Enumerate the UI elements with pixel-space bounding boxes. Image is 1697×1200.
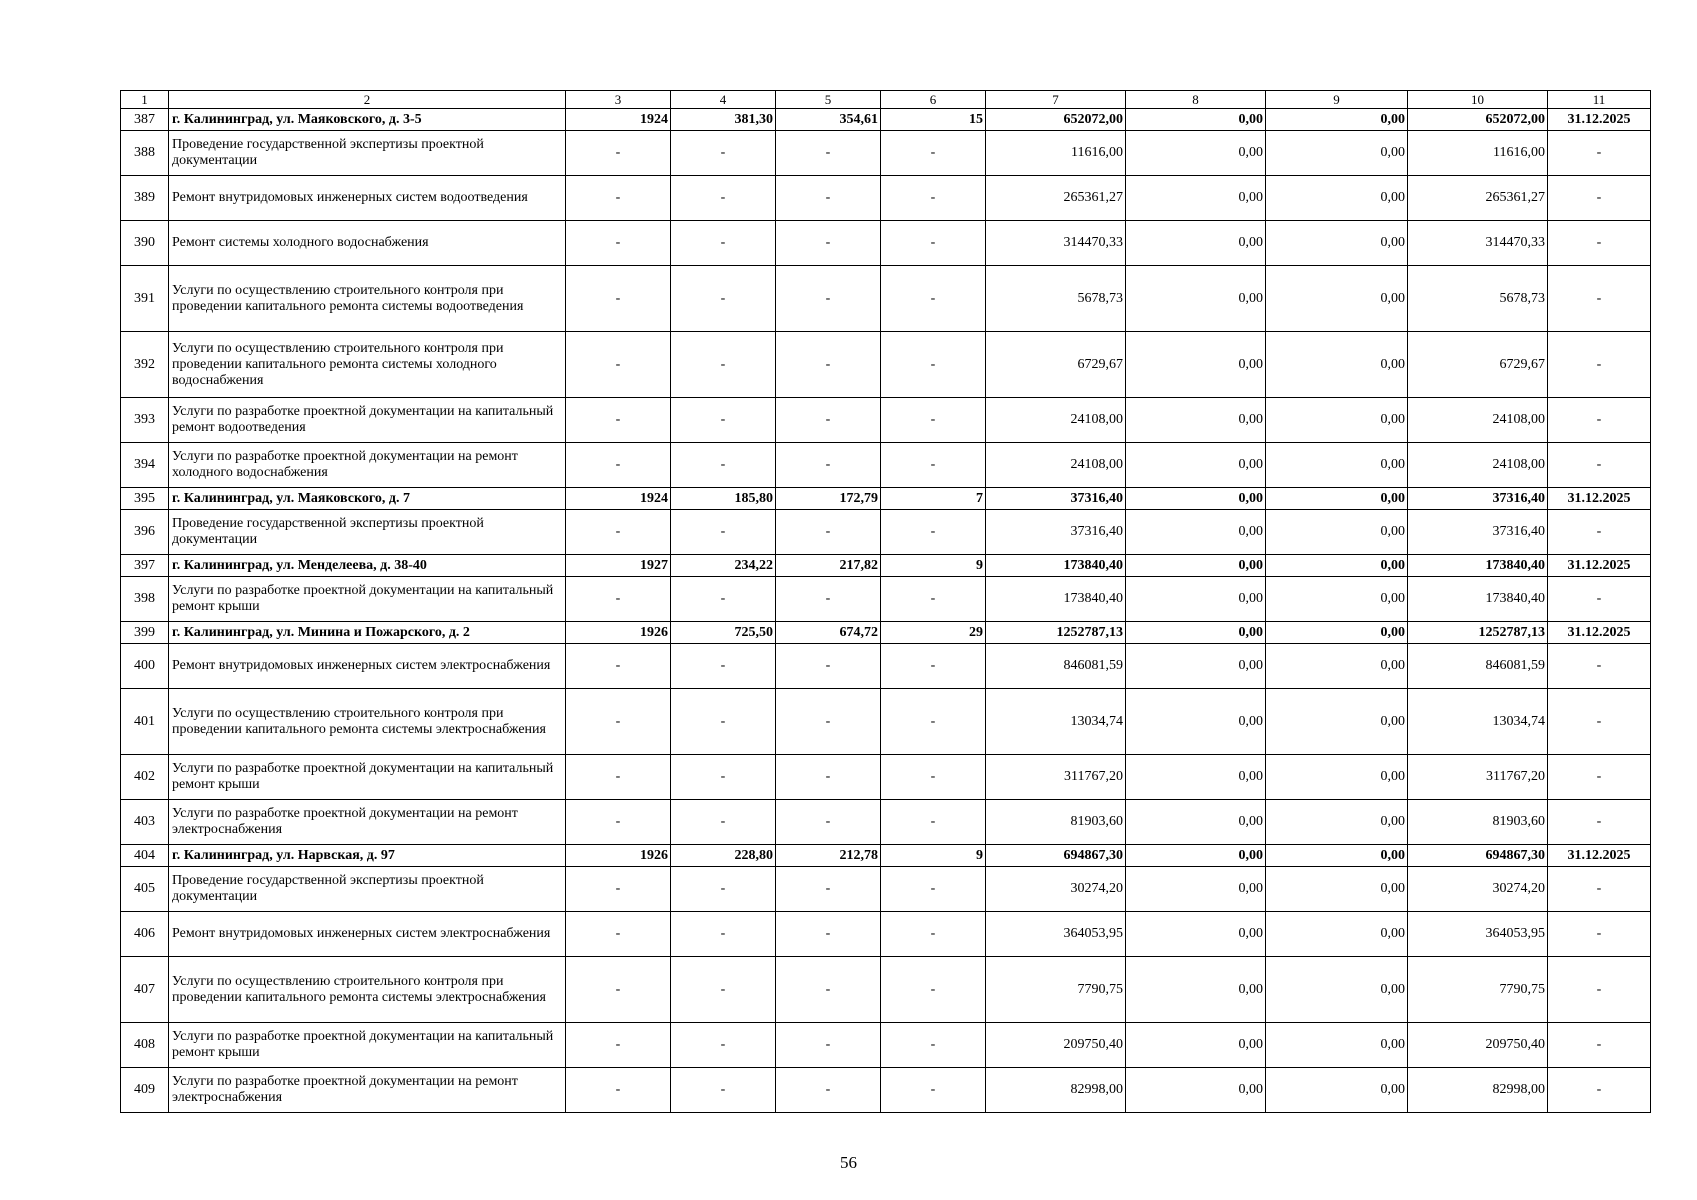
row-description: Ремонт системы холодного водоснабжения — [169, 221, 566, 266]
cell-col5: - — [776, 644, 881, 689]
cell-col11: 31.12.2025 — [1548, 109, 1651, 131]
row-description: Услуги по разработке проектной документации на капитальный ремонт крыши — [169, 577, 566, 622]
cell-col7: 37316,40 — [986, 488, 1126, 510]
cell-col7: 24108,00 — [986, 398, 1126, 443]
cell-col6: 9 — [881, 555, 986, 577]
table-row — [121, 800, 1651, 845]
cell-col7: 1252787,13 — [986, 622, 1126, 644]
cell-col6: - — [881, 800, 986, 845]
cell-col10: 652072,00 — [1408, 109, 1548, 131]
cell-col4: - — [671, 443, 776, 488]
cell-col9: 0,00 — [1266, 755, 1408, 800]
table-row — [121, 644, 1651, 689]
cell-col3: - — [566, 176, 671, 221]
row-number: 399 — [121, 622, 169, 644]
cell-col5: - — [776, 510, 881, 555]
cell-col9: 0,00 — [1266, 689, 1408, 755]
cell-col8: 0,00 — [1126, 845, 1266, 867]
table-row — [121, 221, 1651, 266]
cell-col7: 81903,60 — [986, 800, 1126, 845]
cell-col3: - — [566, 957, 671, 1023]
cell-col11: - — [1548, 644, 1651, 689]
cell-col9: 0,00 — [1266, 845, 1408, 867]
cell-col5: - — [776, 912, 881, 957]
cell-col10: 265361,27 — [1408, 176, 1548, 221]
cell-col4: - — [671, 131, 776, 176]
cell-col4: - — [671, 398, 776, 443]
cell-col6: - — [881, 398, 986, 443]
cell-col3: - — [566, 755, 671, 800]
cell-col10: 846081,59 — [1408, 644, 1548, 689]
address-row — [121, 488, 1651, 510]
cell-col11: - — [1548, 221, 1651, 266]
table-row — [121, 266, 1651, 332]
cell-col4: - — [671, 867, 776, 912]
row-number: 387 — [121, 109, 169, 131]
cell-col9: 0,00 — [1266, 1068, 1408, 1113]
table-row — [121, 689, 1651, 755]
row-number: 407 — [121, 957, 169, 1023]
row-description: Проведение государственной экспертизы проектной документации — [169, 131, 566, 176]
row-number: 408 — [121, 1023, 169, 1068]
cell-col9: 0,00 — [1266, 510, 1408, 555]
cell-col4: 228,80 — [671, 845, 776, 867]
cell-col9: 0,00 — [1266, 577, 1408, 622]
cell-col10: 13034,74 — [1408, 689, 1548, 755]
cell-col3: 1927 — [566, 555, 671, 577]
row-number: 409 — [121, 1068, 169, 1113]
cell-col6: 9 — [881, 845, 986, 867]
cell-col7: 24108,00 — [986, 443, 1126, 488]
cell-col9: 0,00 — [1266, 644, 1408, 689]
cell-col3: - — [566, 689, 671, 755]
cell-col8: 0,00 — [1126, 577, 1266, 622]
cell-col6: - — [881, 689, 986, 755]
cell-col3: - — [566, 800, 671, 845]
row-description: г. Калининград, ул. Маяковского, д. 7 — [169, 488, 566, 510]
cell-col7: 173840,40 — [986, 555, 1126, 577]
cell-col4: - — [671, 800, 776, 845]
column-header: 2 — [169, 91, 566, 109]
cell-col6: - — [881, 443, 986, 488]
cell-col3: - — [566, 221, 671, 266]
row-description: г. Калининград, ул. Минина и Пожарского, д. 2 — [169, 622, 566, 644]
cell-col8: 0,00 — [1126, 109, 1266, 131]
cell-col4: 725,50 — [671, 622, 776, 644]
row-number: 400 — [121, 644, 169, 689]
column-header: 11 — [1548, 91, 1651, 109]
row-description: г. Калининград, ул. Менделеева, д. 38-40 — [169, 555, 566, 577]
cell-col11: - — [1548, 800, 1651, 845]
cell-col8: 0,00 — [1126, 398, 1266, 443]
row-number: 396 — [121, 510, 169, 555]
address-row — [121, 622, 1651, 644]
cell-col3: - — [566, 332, 671, 398]
column-header: 10 — [1408, 91, 1548, 109]
cell-col5: - — [776, 221, 881, 266]
cell-col10: 82998,00 — [1408, 1068, 1548, 1113]
cell-col8: 0,00 — [1126, 221, 1266, 266]
cell-col3: - — [566, 443, 671, 488]
cell-col6: - — [881, 266, 986, 332]
cell-col3: - — [566, 266, 671, 332]
row-description: Проведение государственной экспертизы проектной документации — [169, 510, 566, 555]
cell-col4: - — [671, 577, 776, 622]
table-body — [121, 109, 1651, 1113]
cell-col7: 311767,20 — [986, 755, 1126, 800]
cell-col3: - — [566, 577, 671, 622]
cell-col5: - — [776, 398, 881, 443]
table-row — [121, 1023, 1651, 1068]
cell-col6: - — [881, 1023, 986, 1068]
cell-col10: 364053,95 — [1408, 912, 1548, 957]
cell-col10: 5678,73 — [1408, 266, 1548, 332]
cell-col3: - — [566, 1068, 671, 1113]
cell-col6: - — [881, 644, 986, 689]
cell-col7: 846081,59 — [986, 644, 1126, 689]
table-row — [121, 131, 1651, 176]
cell-col4: - — [671, 1068, 776, 1113]
cell-col3: 1926 — [566, 845, 671, 867]
cell-col8: 0,00 — [1126, 957, 1266, 1023]
cell-col5: 354,61 — [776, 109, 881, 131]
cell-col9: 0,00 — [1266, 443, 1408, 488]
cell-col5: 212,78 — [776, 845, 881, 867]
cell-col3: - — [566, 1023, 671, 1068]
cell-col8: 0,00 — [1126, 176, 1266, 221]
cell-col3: - — [566, 398, 671, 443]
table-row — [121, 577, 1651, 622]
row-number: 389 — [121, 176, 169, 221]
cell-col5: - — [776, 867, 881, 912]
cell-col9: 0,00 — [1266, 800, 1408, 845]
column-header: 4 — [671, 91, 776, 109]
cell-col3: - — [566, 644, 671, 689]
table-row — [121, 755, 1651, 800]
cell-col4: - — [671, 221, 776, 266]
address-row — [121, 845, 1651, 867]
cell-col10: 1252787,13 — [1408, 622, 1548, 644]
cell-col5: - — [776, 443, 881, 488]
row-number: 391 — [121, 266, 169, 332]
cell-col7: 5678,73 — [986, 266, 1126, 332]
cell-col4: - — [671, 266, 776, 332]
cell-col10: 173840,40 — [1408, 555, 1548, 577]
cell-col8: 0,00 — [1126, 755, 1266, 800]
cell-col5: - — [776, 266, 881, 332]
cell-col7: 173840,40 — [986, 577, 1126, 622]
cell-col10: 24108,00 — [1408, 398, 1548, 443]
table-row — [121, 443, 1651, 488]
cell-col4: - — [671, 912, 776, 957]
cell-col8: 0,00 — [1126, 131, 1266, 176]
table-row — [121, 332, 1651, 398]
cell-col8: 0,00 — [1126, 1068, 1266, 1113]
cell-col10: 209750,40 — [1408, 1023, 1548, 1068]
cell-col8: 0,00 — [1126, 867, 1266, 912]
cell-col4: 234,22 — [671, 555, 776, 577]
cell-col11: - — [1548, 176, 1651, 221]
row-description: Услуги по осуществлению строительного контроля при проведении капитального ремонта системы электроснабжения — [169, 689, 566, 755]
cell-col10: 694867,30 — [1408, 845, 1548, 867]
row-description: Ремонт внутридомовых инженерных систем электроснабжения — [169, 912, 566, 957]
cell-col6: - — [881, 1068, 986, 1113]
row-number: 406 — [121, 912, 169, 957]
cell-col11: - — [1548, 577, 1651, 622]
cell-col11: - — [1548, 755, 1651, 800]
cell-col7: 652072,00 — [986, 109, 1126, 131]
cell-col9: 0,00 — [1266, 221, 1408, 266]
cell-col7: 13034,74 — [986, 689, 1126, 755]
cell-col9: 0,00 — [1266, 867, 1408, 912]
cell-col8: 0,00 — [1126, 443, 1266, 488]
cell-col10: 11616,00 — [1408, 131, 1548, 176]
table-row — [121, 957, 1651, 1023]
cell-col9: 0,00 — [1266, 266, 1408, 332]
cell-col7: 265361,27 — [986, 176, 1126, 221]
row-description: Ремонт внутридомовых инженерных систем электроснабжения — [169, 644, 566, 689]
row-number: 393 — [121, 398, 169, 443]
cell-col8: 0,00 — [1126, 800, 1266, 845]
cell-col9: 0,00 — [1266, 912, 1408, 957]
cell-col3: - — [566, 510, 671, 555]
cell-col5: - — [776, 800, 881, 845]
row-number: 397 — [121, 555, 169, 577]
row-number: 395 — [121, 488, 169, 510]
cell-col11: - — [1548, 867, 1651, 912]
cell-col3: - — [566, 867, 671, 912]
cell-col7: 364053,95 — [986, 912, 1126, 957]
cell-col10: 311767,20 — [1408, 755, 1548, 800]
page-number: 56 — [840, 1153, 857, 1172]
row-number: 388 — [121, 131, 169, 176]
cell-col10: 37316,40 — [1408, 488, 1548, 510]
row-description: г. Калининград, ул. Нарвская, д. 97 — [169, 845, 566, 867]
column-header: 6 — [881, 91, 986, 109]
cell-col6: - — [881, 176, 986, 221]
cell-col8: 0,00 — [1126, 689, 1266, 755]
row-number: 398 — [121, 577, 169, 622]
cell-col6: 7 — [881, 488, 986, 510]
cell-col4: 185,80 — [671, 488, 776, 510]
row-description: Услуги по осуществлению строительного контроля при проведении капитального ремонта системы водоотведения — [169, 266, 566, 332]
cell-col10: 314470,33 — [1408, 221, 1548, 266]
cell-col10: 81903,60 — [1408, 800, 1548, 845]
cell-col6: 15 — [881, 109, 986, 131]
table-row — [121, 867, 1651, 912]
cell-col6: - — [881, 332, 986, 398]
cell-col6: - — [881, 131, 986, 176]
cell-col4: - — [671, 755, 776, 800]
cell-col4: - — [671, 644, 776, 689]
row-number: 405 — [121, 867, 169, 912]
cell-col5: - — [776, 577, 881, 622]
column-number-row — [121, 91, 1651, 109]
table-row — [121, 912, 1651, 957]
cell-col10: 7790,75 — [1408, 957, 1548, 1023]
cell-col4: - — [671, 957, 776, 1023]
row-number: 402 — [121, 755, 169, 800]
cell-col10: 30274,20 — [1408, 867, 1548, 912]
cell-col11: - — [1548, 266, 1651, 332]
row-description: Услуги по разработке проектной документации на капитальный ремонт крыши — [169, 1023, 566, 1068]
cell-col5: 217,82 — [776, 555, 881, 577]
cell-col7: 37316,40 — [986, 510, 1126, 555]
cell-col4: 381,30 — [671, 109, 776, 131]
cell-col7: 314470,33 — [986, 221, 1126, 266]
cell-col11: - — [1548, 1023, 1651, 1068]
address-row — [121, 109, 1651, 131]
table-row — [121, 510, 1651, 555]
cell-col5: - — [776, 131, 881, 176]
cell-col4: - — [671, 689, 776, 755]
cell-col6: - — [881, 912, 986, 957]
cell-col7: 30274,20 — [986, 867, 1126, 912]
cell-col6: - — [881, 867, 986, 912]
cell-col8: 0,00 — [1126, 488, 1266, 510]
cell-col9: 0,00 — [1266, 176, 1408, 221]
cell-col6: - — [881, 755, 986, 800]
cell-col9: 0,00 — [1266, 957, 1408, 1023]
cell-col10: 173840,40 — [1408, 577, 1548, 622]
row-description: Услуги по осуществлению строительного контроля при проведении капитального ремонта системы электроснабжения — [169, 957, 566, 1023]
row-number: 390 — [121, 221, 169, 266]
row-description: Услуги по осуществлению строительного контроля при проведении капитального ремонта системы холодного водоснабжения — [169, 332, 566, 398]
cell-col8: 0,00 — [1126, 1023, 1266, 1068]
cell-col3: - — [566, 131, 671, 176]
row-number: 394 — [121, 443, 169, 488]
cell-col5: 674,72 — [776, 622, 881, 644]
row-number: 401 — [121, 689, 169, 755]
row-description: Проведение государственной экспертизы проектной документации — [169, 867, 566, 912]
row-description: Услуги по разработке проектной документации на ремонт электроснабжения — [169, 1068, 566, 1113]
row-description: Услуги по разработке проектной документации на капитальный ремонт водоотведения — [169, 398, 566, 443]
cell-col8: 0,00 — [1126, 622, 1266, 644]
cell-col11: - — [1548, 443, 1651, 488]
cell-col11: 31.12.2025 — [1548, 622, 1651, 644]
cell-col3: 1926 — [566, 622, 671, 644]
cell-col9: 0,00 — [1266, 398, 1408, 443]
cell-col11: 31.12.2025 — [1548, 488, 1651, 510]
cell-col8: 0,00 — [1126, 912, 1266, 957]
cell-col5: - — [776, 332, 881, 398]
cell-col3: - — [566, 912, 671, 957]
cell-col6: - — [881, 510, 986, 555]
cell-col5: - — [776, 1023, 881, 1068]
column-header: 7 — [986, 91, 1126, 109]
cell-col11: 31.12.2025 — [1548, 555, 1651, 577]
column-header: 5 — [776, 91, 881, 109]
cell-col8: 0,00 — [1126, 266, 1266, 332]
cell-col10: 6729,67 — [1408, 332, 1548, 398]
cell-col9: 0,00 — [1266, 622, 1408, 644]
cell-col11: - — [1548, 332, 1651, 398]
row-number: 404 — [121, 845, 169, 867]
cell-col5: - — [776, 1068, 881, 1113]
cell-col11: 31.12.2025 — [1548, 845, 1651, 867]
cell-col11: - — [1548, 1068, 1651, 1113]
cell-col8: 0,00 — [1126, 510, 1266, 555]
cell-col11: - — [1548, 689, 1651, 755]
cell-col7: 11616,00 — [986, 131, 1126, 176]
cell-col7: 209750,40 — [986, 1023, 1126, 1068]
cell-col11: - — [1548, 957, 1651, 1023]
row-description: Услуги по разработке проектной документации на ремонт холодного водоснабжения — [169, 443, 566, 488]
table-row — [121, 176, 1651, 221]
row-number: 403 — [121, 800, 169, 845]
cell-col5: - — [776, 755, 881, 800]
cell-col9: 0,00 — [1266, 555, 1408, 577]
row-description: Ремонт внутридомовых инженерных систем водоотведения — [169, 176, 566, 221]
cell-col9: 0,00 — [1266, 1023, 1408, 1068]
row-number: 392 — [121, 332, 169, 398]
cell-col3: 1924 — [566, 488, 671, 510]
row-description: г. Калининград, ул. Маяковского, д. 3-5 — [169, 109, 566, 131]
cell-col6: - — [881, 577, 986, 622]
cell-col4: - — [671, 176, 776, 221]
cell-col7: 694867,30 — [986, 845, 1126, 867]
cell-col6: 29 — [881, 622, 986, 644]
cell-col11: - — [1548, 131, 1651, 176]
capital-repair-table — [120, 90, 1651, 1113]
cell-col10: 24108,00 — [1408, 443, 1548, 488]
cell-col5: - — [776, 957, 881, 1023]
cell-col8: 0,00 — [1126, 332, 1266, 398]
cell-col7: 7790,75 — [986, 957, 1126, 1023]
cell-col9: 0,00 — [1266, 109, 1408, 131]
column-header: 3 — [566, 91, 671, 109]
cell-col9: 0,00 — [1266, 332, 1408, 398]
cell-col10: 37316,40 — [1408, 510, 1548, 555]
cell-col11: - — [1548, 398, 1651, 443]
cell-col8: 0,00 — [1126, 644, 1266, 689]
cell-col5: 172,79 — [776, 488, 881, 510]
cell-col11: - — [1548, 912, 1651, 957]
cell-col6: - — [881, 957, 986, 1023]
cell-col6: - — [881, 221, 986, 266]
table-row — [121, 398, 1651, 443]
cell-col9: 0,00 — [1266, 488, 1408, 510]
row-description: Услуги по разработке проектной документации на ремонт электроснабжения — [169, 800, 566, 845]
cell-col7: 6729,67 — [986, 332, 1126, 398]
column-header: 1 — [121, 91, 169, 109]
cell-col4: - — [671, 332, 776, 398]
cell-col5: - — [776, 176, 881, 221]
cell-col11: - — [1548, 510, 1651, 555]
column-header: 8 — [1126, 91, 1266, 109]
cell-col5: - — [776, 689, 881, 755]
cell-col4: - — [671, 1023, 776, 1068]
table-row — [121, 1068, 1651, 1113]
address-row — [121, 555, 1651, 577]
cell-col8: 0,00 — [1126, 555, 1266, 577]
cell-col9: 0,00 — [1266, 131, 1408, 176]
row-description: Услуги по разработке проектной документации на капитальный ремонт крыши — [169, 755, 566, 800]
cell-col7: 82998,00 — [986, 1068, 1126, 1113]
column-header: 9 — [1266, 91, 1408, 109]
cell-col4: - — [671, 510, 776, 555]
cell-col3: 1924 — [566, 109, 671, 131]
